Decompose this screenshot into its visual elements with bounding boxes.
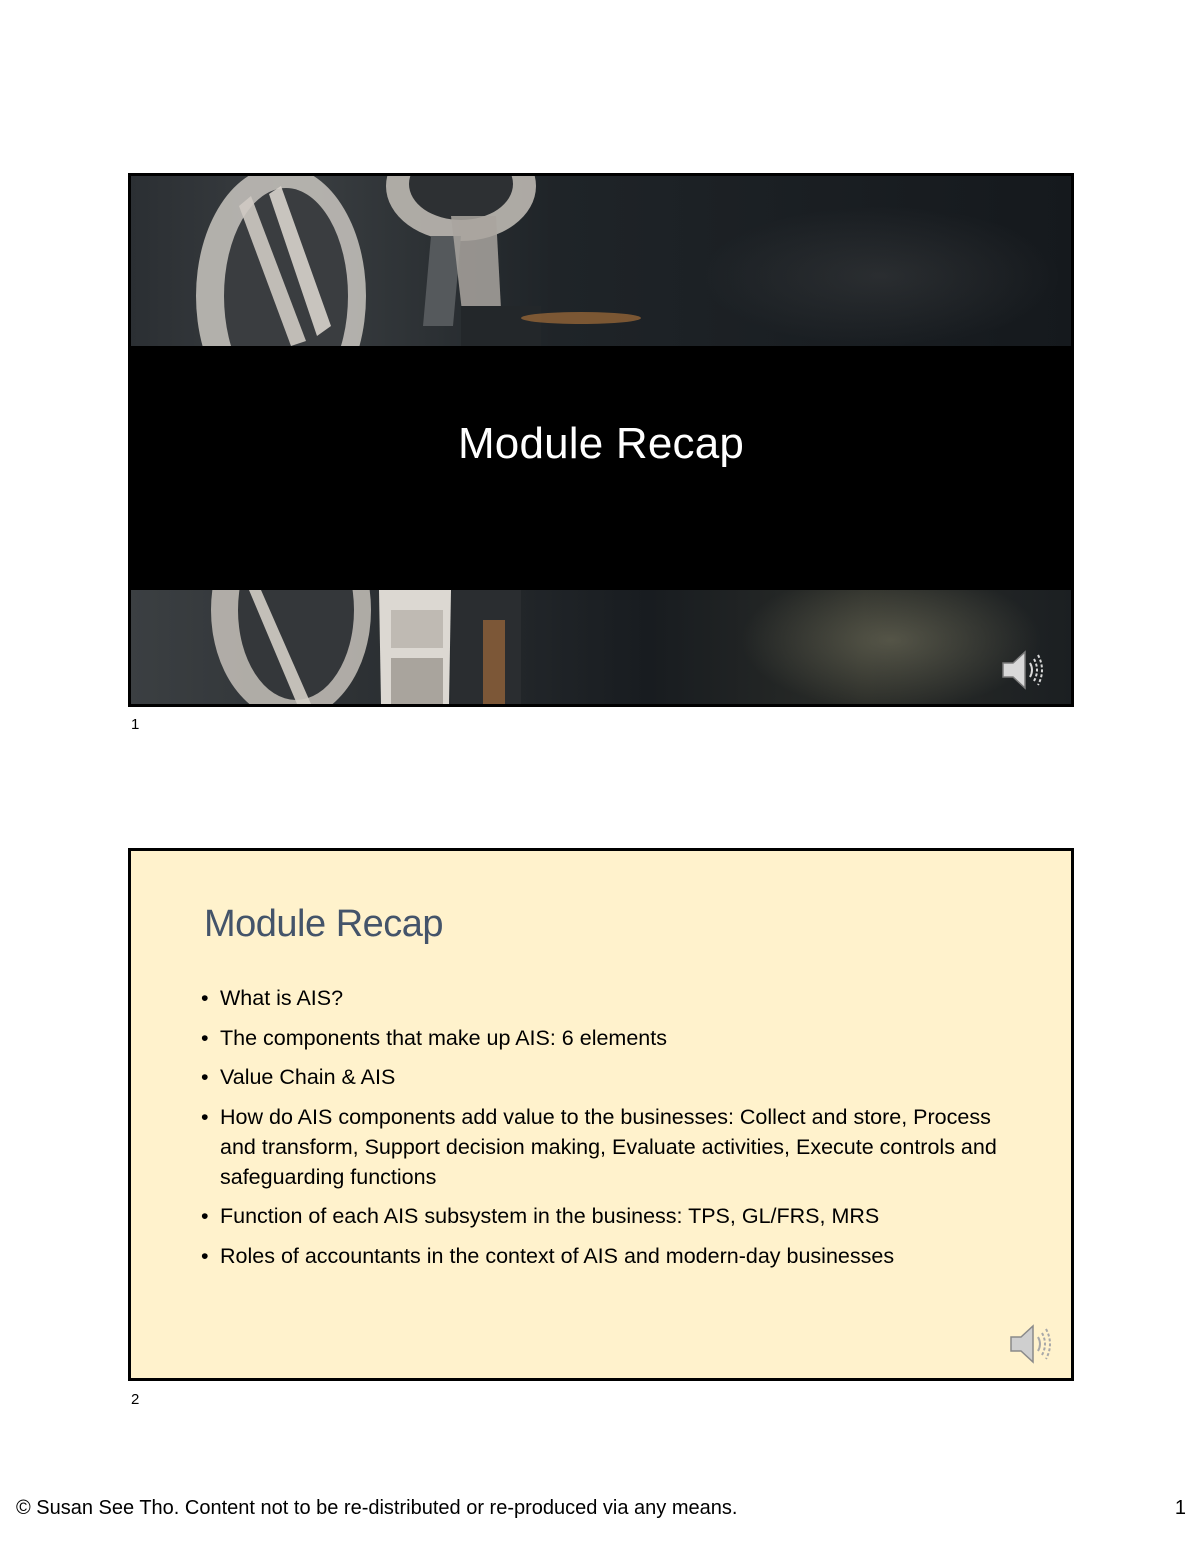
list-item: • What is AIS?: [201, 986, 344, 1010]
slide-1: [128, 173, 1074, 707]
projector-body-image: [131, 590, 1071, 704]
bullet-list: [201, 983, 1021, 1280]
page-number: 1: [1174, 1497, 1186, 1519]
slide-2-title: Module Recap: [204, 903, 444, 945]
projector-photo-top: [131, 176, 1071, 346]
projector-photo-bottom: [131, 590, 1071, 704]
list-item: • Function of each AIS subsystem in the business: TPS, GL/FRS, MRS: [201, 1204, 880, 1228]
copyright-footer: © Susan See Tho. Content not to be re-distributed or re-produced via any means.: [16, 1497, 738, 1519]
list-item: • How do AIS components add value to the businesses: Collect and store, Process and transform, Support decision making, Evaluate activities, Execute controls and safeguarding functions: [201, 1104, 997, 1189]
slide-2: [128, 848, 1074, 1381]
list-item: • Value Chain & AIS: [201, 1065, 396, 1089]
slide-number-2: 2: [131, 1391, 140, 1408]
title-band: [131, 346, 1071, 590]
list-item: • Roles of accountants in the context of AIS and modern-day businesses: [201, 1243, 895, 1268]
projector-reel-image: [131, 176, 1071, 346]
slide-number-1: 1: [131, 716, 140, 733]
speaker-icon[interactable]: [1007, 1322, 1055, 1366]
list-item: • The components that make up AIS: 6 elements: [201, 1025, 667, 1050]
slide-1-title: Module Recap: [457, 419, 745, 468]
speaker-icon[interactable]: [999, 648, 1047, 692]
